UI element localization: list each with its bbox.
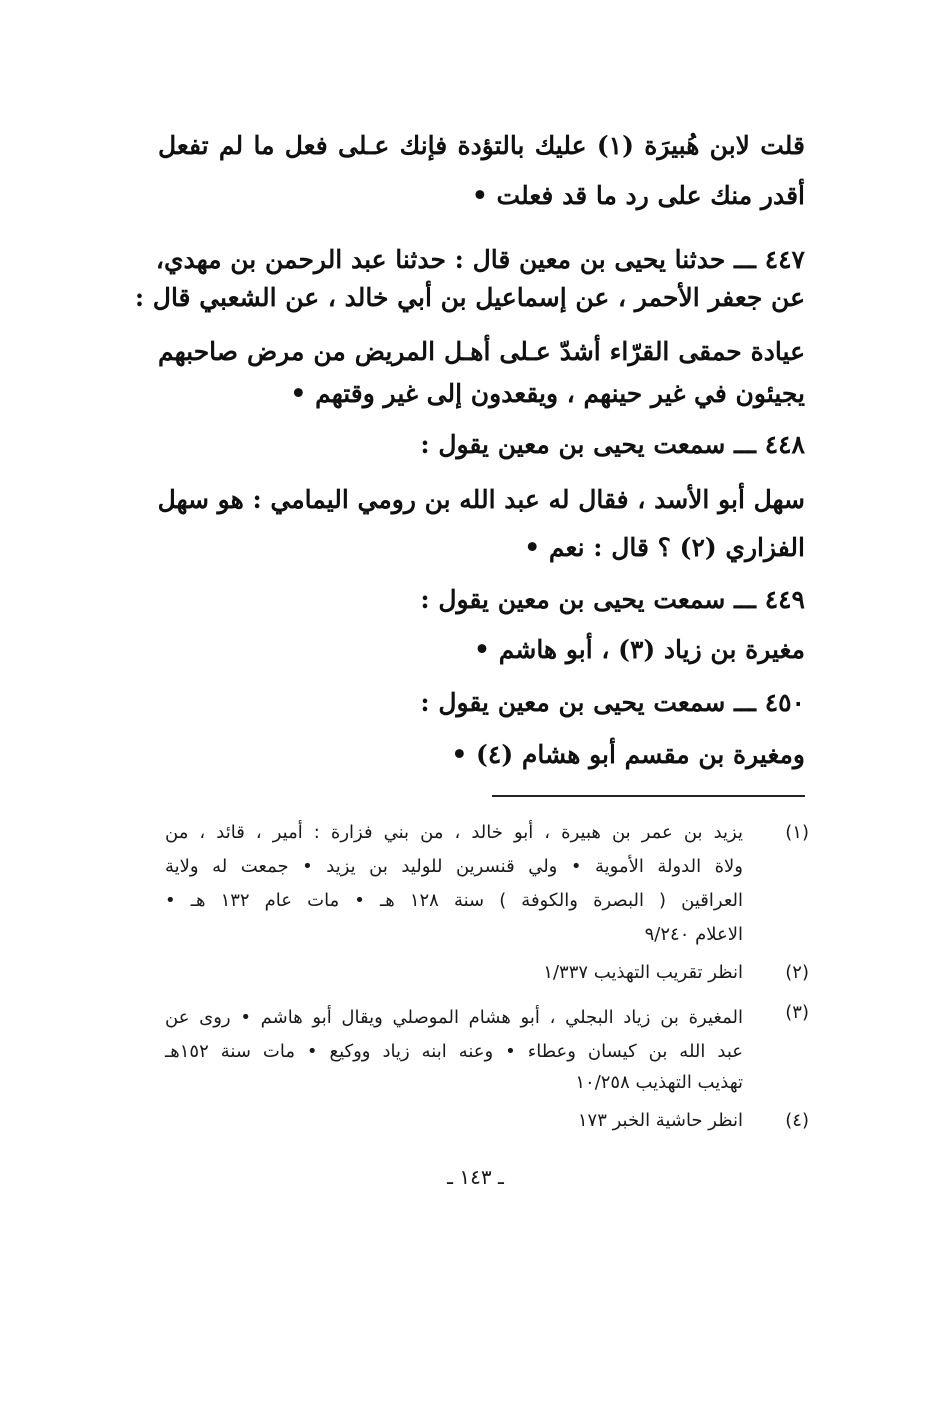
- footnote-line: عبد الله بن كيسان وعطاء • وعنه ابنه زياد ووكيع • مات سنة ١٥٢هـ: [165, 1041, 743, 1062]
- footnote-line: تهذيب التهذيب ١٠/٢٥٨: [575, 1072, 743, 1093]
- entry-450-line: ٤٥٠ ـــ سمعت يحيى بن معين يقول :: [420, 688, 805, 717]
- entry-447-line: ٤٤٧ ـــ حدثنا يحيى بن معين قال : حدثنا عبد الرحمن بن مهدي،: [155, 245, 805, 274]
- footnote-line: العراقين ( البصرة والكوفة ) سنة ١٢٨ هـ • مات عام ١٣٢ هـ •: [165, 890, 743, 911]
- page-number: ـ ١٤٣ ـ: [447, 1165, 504, 1189]
- footnote-line: المغيرة بن زياد البجلي ، أبو هشام الموصلي ويقال أبو هاشم • روى عن: [165, 1007, 743, 1028]
- entry-448-line: ٤٤٨ ـــ سمعت يحيى بن معين يقول :: [420, 430, 805, 459]
- footnote-number: (٢): [785, 962, 809, 983]
- footnote-line: ولاة الدولة الأموية • ولي قنسرين للوليد بن يزيد • جمعت له ولاية: [165, 856, 743, 877]
- text-line: عن جعفر الأحمر ، عن إسماعيل بن أبي خالد ، عن الشعبي قال :: [134, 283, 805, 312]
- text-line: الفزاري (٢) ؟ قال : نعم •: [524, 533, 805, 562]
- text-line: سهل أبو الأسد ، فقال له عبد الله بن رومي اليمامي : هو سهل: [157, 485, 805, 514]
- footnote-line: انظر تقريب التهذيب ١/٣٣٧: [543, 962, 743, 983]
- footnote-number: (٣): [785, 1002, 809, 1023]
- text-line: قلت لابن هُبيرَة (١) عليك بالتؤدة فإنك عـلى فعل ما لم تفعل: [158, 131, 805, 160]
- text-line: ومغيرة بن مقسم أبو هشام (٤) •: [451, 740, 805, 769]
- text-line: مغيرة بن زياد (٣) ، أبو هاشم •: [474, 635, 805, 664]
- footnote-number: (١): [785, 822, 809, 843]
- entry-449-line: ٤٤٩ ـــ سمعت يحيى بن معين يقول :: [420, 585, 805, 614]
- footnote-separator: [492, 795, 805, 797]
- text-line: أقدر منك على رد ما قد فعلت •: [471, 181, 805, 210]
- footnote-line: يزيد بن عمر بن هبيرة ، أبو خالد ، من بني فزارة : أمير ، قائد ، من: [165, 822, 743, 843]
- footnote-line: انظر حاشية الخبر ١٧٣: [577, 1110, 743, 1131]
- footnote-line: الاعلام ٩/٢٤٠: [644, 924, 743, 945]
- text-line: يجيئون في غير حينهم ، ويقعدون إلى غير وقتهم •: [290, 379, 805, 408]
- footnote-number: (٤): [785, 1110, 809, 1131]
- text-line: عيادة حمقى القرّاء أشدّ عـلى أهـل المريض من مرض صاحبهم: [158, 337, 805, 366]
